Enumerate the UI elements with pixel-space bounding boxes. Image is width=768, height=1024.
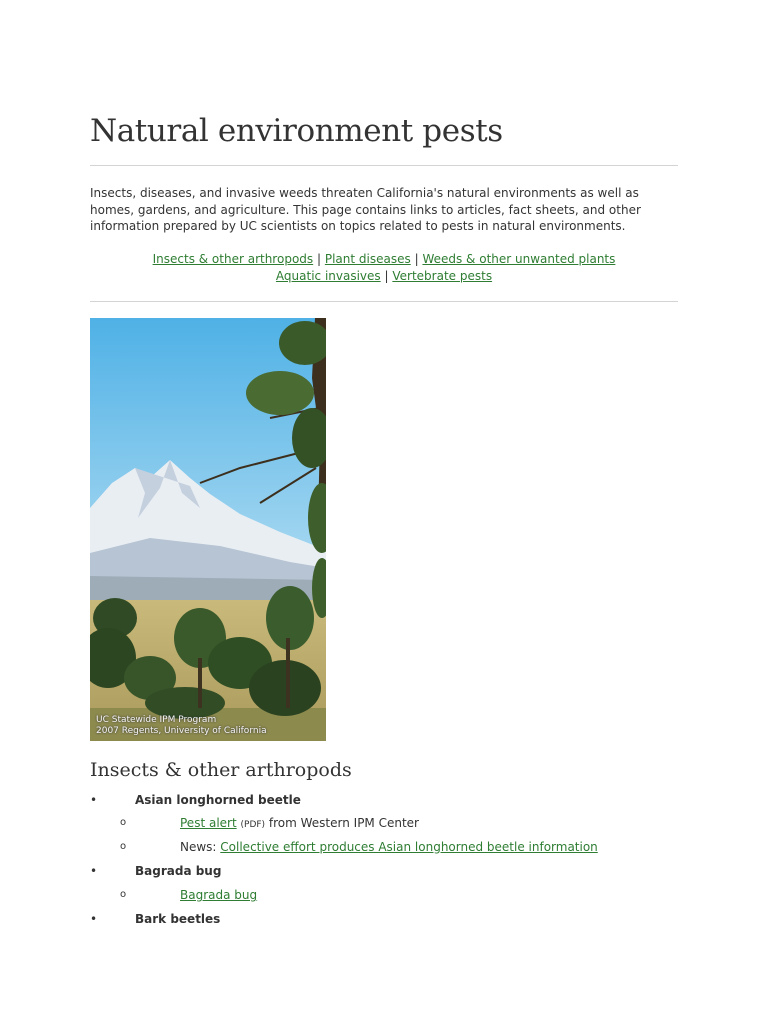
link-plant-diseases[interactable]: Plant diseases [324,252,411,266]
page-title: Natural environment pests [90,113,503,149]
bagrada-bug-link[interactable]: Bagrada bug [180,888,258,902]
photo-credit-line: UC Statewide IPM Program [96,715,217,725]
sub-bullet-icon: o [120,841,127,852]
photo-credit [96,715,267,737]
link-separator: | [384,269,389,283]
link-separator: | [414,252,419,266]
section-heading: Insects & other arthropods [90,759,352,781]
sub-item-suffix: from Western IPM Center [268,816,419,830]
bullet-icon: • [90,864,98,878]
list-item-title: Bark beetles [135,912,221,926]
list-item-title: Asian longhorned beetle [135,793,301,807]
quick-links [90,251,678,285]
sub-item-prefix: News: [180,840,217,854]
sub-bullet-icon: o [120,889,127,900]
link-vertebrate-pests[interactable]: Vertebrate pests [392,269,493,283]
sub-item-text [180,886,257,904]
intro-paragraph: Insects, diseases, and invasive weeds threaten California's natural environments as well as homes, gardens, and agriculture. This page contains links to articles, fact sheets, and other information prepared by UC scientists on topics related to pests in natural environments. [90,186,641,233]
news-link[interactable]: Collective effort produces Asian longhorned beetle information [220,840,598,854]
landscape-illustration [90,318,326,741]
link-separator: | [316,252,322,266]
link-insects[interactable]: Insects & other arthropods [152,252,314,266]
pdf-label: (PDF) [240,820,266,830]
sub-bullet-icon: o [120,817,127,828]
pest-alert-link[interactable]: Pest alert [180,816,237,830]
sub-item-text [180,838,598,856]
bullet-icon: • [90,793,98,807]
list-item-title: Bagrada bug [135,864,222,878]
bullet-icon: • [90,912,98,926]
title-divider [90,165,678,166]
link-aquatic-invasives[interactable]: Aquatic invasives [275,269,381,283]
sub-item-text [180,814,419,834]
landscape-photo [90,318,326,741]
photo-credit-line: 2007 Regents, University of California [96,726,267,736]
link-weeds[interactable]: Weeds & other unwanted plants [422,252,616,266]
section-divider [90,301,678,302]
